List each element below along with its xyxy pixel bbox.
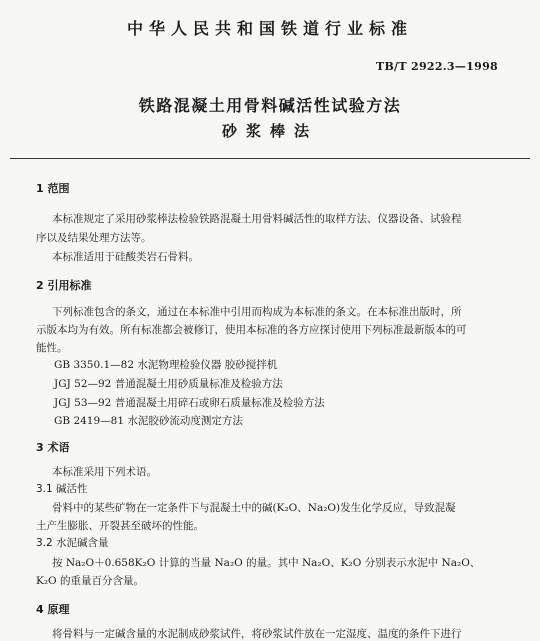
section-2-paragraph-line: 下列标准包含的条文，通过在本标准中引用而构成为本标准的条文。在本标准出版时，所 [52,306,462,318]
term-3-1-heading: 3.1 碱活性 [36,483,88,495]
section-2-heading: 2 引用标准 [36,279,92,292]
reference-item: JGJ 52—92 普通混凝土用砂质量标准及检验方法 [54,378,283,390]
reference-item: GB 2419—81 水泥胶砂流动度测定方法 [54,415,243,427]
section-4-heading: 4 原理 [36,603,70,616]
section-4-paragraph-line: 将骨料与一定碱含量的水泥制成砂浆试件，将砂浆试件放在一定湿度、温度的条件下进行 [52,628,462,640]
title-rule [10,158,530,159]
section-3-heading: 3 术语 [36,441,70,454]
section-1-paragraph-line: 序以及结果处理方法等。 [36,232,152,244]
term-3-1-definition-line: 土产生膨胀、开裂甚至破坏的性能。 [36,520,204,532]
section-1-paragraph-line: 本标准规定了采用砂浆棒法检验铁路混凝土用骨料碱活性的取样方法、仪器设备、试验程 [52,213,462,225]
standard-code: TB/T 2922.3—1998 [375,60,498,73]
section-2-paragraph-line: 能性。 [36,342,68,354]
standard-body-header: 中华人民共和国铁道行业标准 [126,19,413,38]
section-1-paragraph: 本标准适用于硅酸类岩石骨料。 [52,251,199,263]
section-3-intro: 本标准采用下列术语。 [52,466,157,478]
term-3-2-definition-line: K₂O 的重量百分含量。 [36,575,144,587]
term-3-2-definition-line: 按 Na₂O＋0.658K₂O 计算的当量 Na₂O 的量。其中 Na₂O、K₂O 分别表示水泥中 Na₂O、 [52,557,481,569]
document-subtitle: 砂浆棒法 [221,122,318,140]
section-2-paragraph-line: 示版本均为有效。所有标准都会被修订，使用本标准的各方应探讨使用下列标准最新版本的可 [36,324,467,336]
term-3-1-definition-line: 骨料中的某些矿物在一定条件下与混凝土中的碱(K₂O、Na₂O)发生化学反应，导致混凝 [52,502,456,514]
reference-item: JGJ 53—92 普通混凝土用碎石或卵石质量标准及检验方法 [54,397,325,409]
term-3-2-heading: 3.2 水泥碱含量 [36,537,109,549]
document-title: 铁路混凝土用骨料碱活性试验方法 [138,96,402,115]
reference-item: GB 3350.1—82 水泥物理检验仪器 胶砂搅拌机 [54,359,278,371]
section-1-heading: 1 范围 [36,182,70,195]
